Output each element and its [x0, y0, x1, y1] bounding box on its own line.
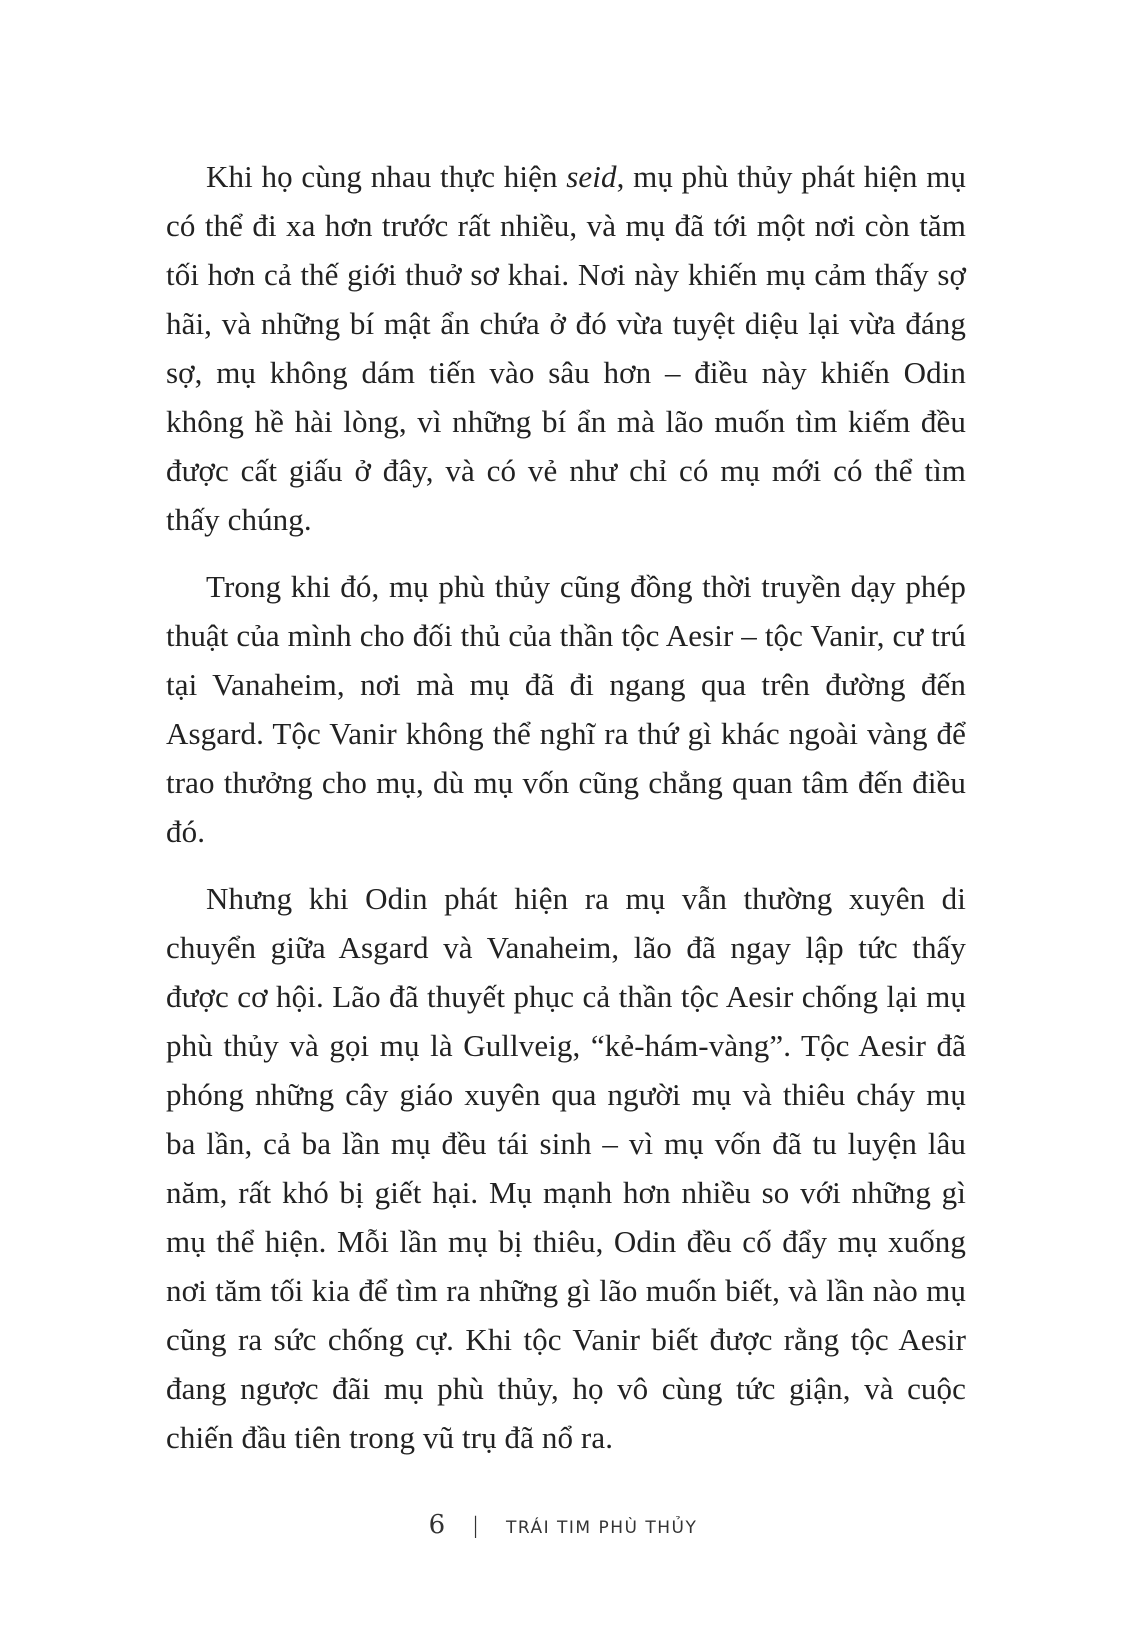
page-footer — [0, 1510, 1126, 1540]
paragraph-2: Trong khi đó, mụ phù thủy cũng đồng thời truyền dạy phép thuật của mình cho đối thủ của thần tộc Aesir – tộc Vanir, cư trú tại Vanaheim, nơi mà mụ đã đi ngang qua trên đường đến Asgard. Tộc Vanir không thể nghĩ ra thứ gì khác ngoài vàng để trao thưởng cho mụ, dù mụ vốn cũng chẳng quan tâm đến điều đó. — [166, 569, 966, 849]
footer-divider: | — [473, 1513, 478, 1539]
paragraph-1-rest: , mụ phù thủy phát hiện mụ có thể đi xa hơn trước rất nhiều, và mụ đã tới một nơi còn tăm tối hơn cả thế giới thuở sơ khai. Nơi này khiến mụ cảm thấy sợ hãi, và những bí mật ẩn chứa ở đó vừa tuyệt diệu lại vừa đáng sợ, mụ không dám tiến vào sâu hơn – điều này khiến Odin không hề hài lòng, vì những bí ẩn mà lão muốn tìm kiếm đều được cất giấu ở đây, và có vẻ như chỉ có mụ mới có thể tìm thấy chúng. — [166, 159, 967, 537]
page-number: 6 — [428, 1510, 446, 1540]
paragraph-1-start: Khi họ cùng nhau thực hiện — [206, 159, 567, 194]
running-title: TRÁI TIM PHÙ THỦY — [505, 1518, 698, 1538]
paragraph-1 — [166, 152, 966, 544]
body-text — [166, 152, 966, 1480]
paragraph-3: Nhưng khi Odin phát hiện ra mụ vẫn thường xuyên di chuyển giữa Asgard và Vanaheim, lão đã ngay lập tức thấy được cơ hội. Lão đã thuyết phục cả thần tộc Aesir chống lại mụ phù thủy và gọi mụ là Gullveig, “kẻ-hám-vàng”. Tộc Aesir đã phóng những cây giáo xuyên qua người mụ và thiêu cháy mụ ba lần, cả ba lần mụ đều tái sinh – vì mụ vốn đã tu luyện lâu năm, rất khó bị giết hại. Mụ mạnh hơn nhiều so với những gì mụ thể hiện. Mỗi lần mụ bị thiêu, Odin đều cố đẩy mụ xuống nơi tăm tối kia để tìm ra những gì lão muốn biết, và lần nào mụ cũng ra sức chống cự. Khi tộc Vanir biết được rằng tộc Aesir đang ngược đãi mụ phù thủy, họ vô cùng tức giận, và cuộc chiến đầu tiên trong vũ trụ đã nổ ra. — [166, 881, 966, 1455]
paragraph-1-italic-term: seid — [566, 159, 617, 194]
